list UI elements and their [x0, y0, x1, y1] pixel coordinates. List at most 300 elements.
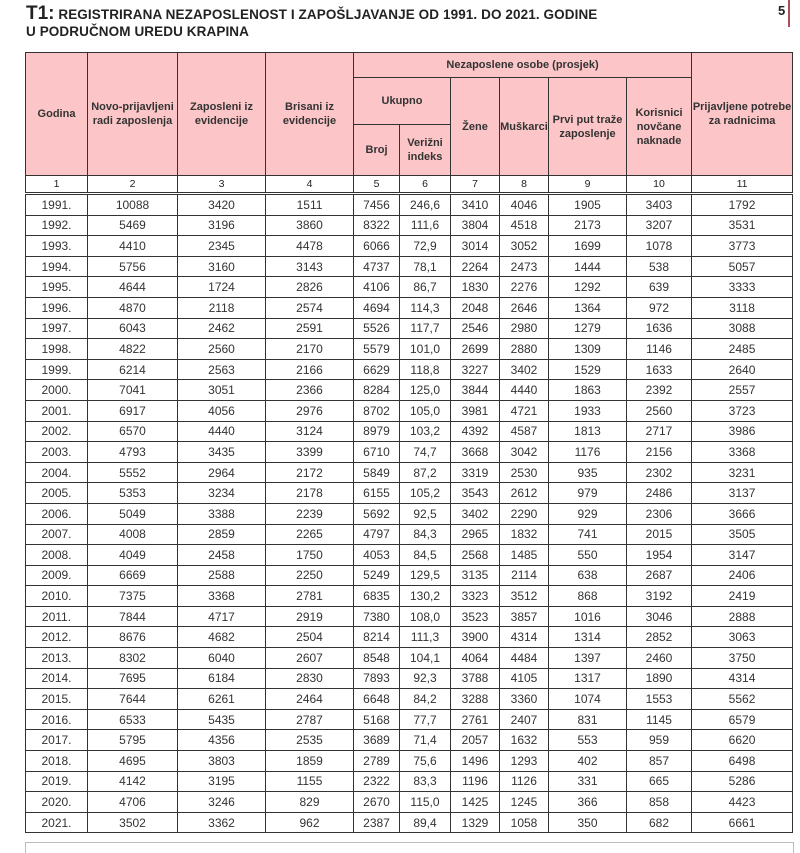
year-cell: 2015.: [26, 689, 88, 710]
data-cell: 3246: [178, 792, 266, 813]
data-cell: 2640: [692, 359, 793, 380]
page-marker-bar: [788, 0, 790, 27]
header-prvi-put: Prvi put traže zaposlenje: [549, 78, 627, 176]
data-cell: 1832: [500, 524, 549, 545]
data-cell: 6155: [354, 483, 400, 504]
data-cell: 2322: [354, 771, 400, 792]
data-cell: 3323: [451, 586, 500, 607]
data-cell: 2486: [627, 483, 692, 504]
data-cell: 4064: [451, 648, 500, 669]
data-cell: 114,3: [400, 297, 451, 318]
year-cell: 1999.: [26, 359, 88, 380]
data-cell: 4518: [500, 215, 549, 236]
data-cell: 3689: [354, 730, 400, 751]
data-cell: 84,2: [400, 689, 451, 710]
data-cell: 1511: [266, 194, 354, 216]
data-cell: 1317: [549, 668, 627, 689]
year-cell: 1998.: [26, 339, 88, 360]
data-cell: 5692: [354, 503, 400, 524]
table-row: [26, 400, 793, 421]
year-cell: 2021.: [26, 812, 88, 833]
data-cell: 6917: [88, 400, 178, 421]
data-cell: 3160: [178, 256, 266, 277]
data-cell: 3234: [178, 483, 266, 504]
data-cell: 3844: [451, 380, 500, 401]
data-cell: 108,0: [400, 606, 451, 627]
data-cell: 3051: [178, 380, 266, 401]
column-number: 8: [500, 176, 549, 194]
data-cell: 246,6: [400, 194, 451, 216]
data-cell: 6533: [88, 709, 178, 730]
data-cell: 2114: [500, 565, 549, 586]
year-cell: 1997.: [26, 318, 88, 339]
data-cell: 1529: [549, 359, 627, 380]
data-cell: 4053: [354, 545, 400, 566]
column-number: 10: [627, 176, 692, 194]
data-cell: 682: [627, 812, 692, 833]
data-cell: 101,0: [400, 339, 451, 360]
data-cell: 1699: [549, 236, 627, 257]
data-cell: 2546: [451, 318, 500, 339]
data-cell: 3042: [500, 442, 549, 463]
data-cell: 929: [549, 503, 627, 524]
data-cell: 71,4: [400, 730, 451, 751]
data-cell: 1905: [549, 194, 627, 216]
header-zene: Žene: [451, 78, 500, 176]
data-cell: 6184: [178, 668, 266, 689]
year-cell: 2019.: [26, 771, 88, 792]
data-cell: 7375: [88, 586, 178, 607]
year-cell: 2014.: [26, 668, 88, 689]
data-cell: 1078: [627, 236, 692, 257]
data-cell: 2464: [266, 689, 354, 710]
data-cell: 1292: [549, 277, 627, 298]
data-cell: 115,0: [400, 792, 451, 813]
data-cell: 3388: [178, 503, 266, 524]
header-zaposleni: Zaposleni iz evidencije: [178, 53, 266, 176]
data-cell: 4717: [178, 606, 266, 627]
data-cell: 1126: [500, 771, 549, 792]
data-cell: 3319: [451, 462, 500, 483]
data-cell: 1954: [627, 545, 692, 566]
data-cell: 2591: [266, 318, 354, 339]
year-cell: 1992.: [26, 215, 88, 236]
data-cell: 2156: [627, 442, 692, 463]
data-cell: 1724: [178, 277, 266, 298]
data-cell: 4484: [500, 648, 549, 669]
data-cell: 5552: [88, 462, 178, 483]
data-cell: 103,2: [400, 421, 451, 442]
data-cell: 3143: [266, 256, 354, 277]
data-cell: 1279: [549, 318, 627, 339]
table-row: [26, 771, 793, 792]
header-verizni-indeks: Verižni indeks: [400, 125, 451, 176]
data-cell: 5562: [692, 689, 793, 710]
table-row: [26, 730, 793, 751]
data-cell: 86,7: [400, 277, 451, 298]
data-cell: 4440: [178, 421, 266, 442]
data-cell: 2557: [692, 380, 793, 401]
column-number-row: [26, 176, 793, 194]
data-cell: 638: [549, 565, 627, 586]
year-cell: 2004.: [26, 462, 88, 483]
year-cell: 1991.: [26, 194, 88, 216]
table-row: [26, 462, 793, 483]
data-cell: 105,0: [400, 400, 451, 421]
data-cell: 111,3: [400, 627, 451, 648]
data-cell: 1633: [627, 359, 692, 380]
data-cell: 3531: [692, 215, 793, 236]
data-cell: 639: [627, 277, 692, 298]
table-row: [26, 689, 793, 710]
data-cell: 2504: [266, 627, 354, 648]
data-cell: 3227: [451, 359, 500, 380]
data-cell: 4737: [354, 256, 400, 277]
data-cell: 4478: [266, 236, 354, 257]
data-cell: 2264: [451, 256, 500, 277]
data-cell: 1309: [549, 339, 627, 360]
data-cell: 2859: [178, 524, 266, 545]
data-cell: 1329: [451, 812, 500, 833]
data-cell: 2560: [178, 339, 266, 360]
data-cell: 3543: [451, 483, 500, 504]
data-cell: 2485: [692, 339, 793, 360]
data-cell: 89,4: [400, 812, 451, 833]
data-cell: 2646: [500, 297, 549, 318]
data-cell: 77,7: [400, 709, 451, 730]
year-cell: 2011.: [26, 606, 88, 627]
data-cell: 3981: [451, 400, 500, 421]
data-cell: 6710: [354, 442, 400, 463]
table-row: [26, 524, 793, 545]
data-cell: 4410: [88, 236, 178, 257]
data-cell: 7380: [354, 606, 400, 627]
table-row: [26, 256, 793, 277]
data-cell: 4694: [354, 297, 400, 318]
year-cell: 2009.: [26, 565, 88, 586]
data-cell: 3192: [627, 586, 692, 607]
data-cell: 402: [549, 751, 627, 772]
data-cell: 3750: [692, 648, 793, 669]
data-cell: 2118: [178, 297, 266, 318]
data-cell: 3804: [451, 215, 500, 236]
data-cell: 4046: [500, 194, 549, 216]
data-cell: 6040: [178, 648, 266, 669]
data-cell: 962: [266, 812, 354, 833]
data-cell: 2419: [692, 586, 793, 607]
data-cell: 3088: [692, 318, 793, 339]
year-cell: 2020.: [26, 792, 88, 813]
data-cell: 3052: [500, 236, 549, 257]
data-cell: 4423: [692, 792, 793, 813]
data-cell: 2048: [451, 297, 500, 318]
data-cell: 4056: [178, 400, 266, 421]
data-cell: 2392: [627, 380, 692, 401]
data-cell: 3362: [178, 812, 266, 833]
data-cell: 1245: [500, 792, 549, 813]
data-cell: 5526: [354, 318, 400, 339]
data-cell: 4822: [88, 339, 178, 360]
table-row: [26, 648, 793, 669]
data-cell: 3368: [178, 586, 266, 607]
data-cell: 2980: [500, 318, 549, 339]
data-cell: 857: [627, 751, 692, 772]
data-cell: 1813: [549, 421, 627, 442]
table-row: [26, 483, 793, 504]
data-cell: 7893: [354, 668, 400, 689]
table-row: [26, 236, 793, 257]
data-cell: 2387: [354, 812, 400, 833]
data-cell: 6043: [88, 318, 178, 339]
data-cell: 1485: [500, 545, 549, 566]
data-cell: 1750: [266, 545, 354, 566]
header-ukupno: Ukupno: [354, 78, 451, 125]
data-cell: 2178: [266, 483, 354, 504]
data-cell: 3512: [500, 586, 549, 607]
data-cell: 2830: [266, 668, 354, 689]
data-cell: 959: [627, 730, 692, 751]
data-cell: 2250: [266, 565, 354, 586]
data-cell: 5469: [88, 215, 178, 236]
data-cell: 1863: [549, 380, 627, 401]
column-number: 5: [354, 176, 400, 194]
data-cell: 2170: [266, 339, 354, 360]
data-cell: 4695: [88, 751, 178, 772]
data-cell: 2781: [266, 586, 354, 607]
data-cell: 2473: [500, 256, 549, 277]
year-cell: 2018.: [26, 751, 88, 772]
data-cell: 1636: [627, 318, 692, 339]
data-cell: 7644: [88, 689, 178, 710]
header-brisani: Brisani iz evidencije: [266, 53, 354, 176]
column-number: 6: [400, 176, 451, 194]
data-cell: 6648: [354, 689, 400, 710]
data-cell: 6214: [88, 359, 178, 380]
data-cell: 4721: [500, 400, 549, 421]
data-cell: 3147: [692, 545, 793, 566]
data-cell: 4049: [88, 545, 178, 566]
data-cell: 3420: [178, 194, 266, 216]
table-row: [26, 751, 793, 772]
data-cell: 2057: [451, 730, 500, 751]
data-cell: 5353: [88, 483, 178, 504]
data-cell: 6669: [88, 565, 178, 586]
data-cell: 78,1: [400, 256, 451, 277]
data-cell: 331: [549, 771, 627, 792]
header-prijavljene-potrebe: Prijavljene potrebe za radnicima: [692, 53, 793, 176]
data-cell: 2366: [266, 380, 354, 401]
data-cell: 1146: [627, 339, 692, 360]
data-cell: 2607: [266, 648, 354, 669]
unemployment-table: [25, 52, 793, 833]
data-cell: 130,2: [400, 586, 451, 607]
data-cell: 6261: [178, 689, 266, 710]
data-cell: 5049: [88, 503, 178, 524]
data-cell: 2976: [266, 400, 354, 421]
data-cell: 3773: [692, 236, 793, 257]
data-cell: 1397: [549, 648, 627, 669]
title-line-1: REGISTRIRANA NEZAPOSLENOST I ZAPOŠLJAVANJE OD 1991. DO 2021. GODINE: [54, 7, 598, 22]
table-row: [26, 606, 793, 627]
data-cell: 2761: [451, 709, 500, 730]
year-cell: 2006.: [26, 503, 88, 524]
data-cell: 7695: [88, 668, 178, 689]
data-cell: 3523: [451, 606, 500, 627]
data-cell: 5579: [354, 339, 400, 360]
table-row: [26, 194, 793, 216]
data-cell: 4644: [88, 277, 178, 298]
data-cell: 5435: [178, 709, 266, 730]
data-cell: 6835: [354, 586, 400, 607]
data-cell: 553: [549, 730, 627, 751]
header-muskarci: Muškarci: [500, 78, 549, 176]
year-cell: 2003.: [26, 442, 88, 463]
data-cell: 4587: [500, 421, 549, 442]
table-row: [26, 627, 793, 648]
data-cell: 4356: [178, 730, 266, 751]
data-cell: 2166: [266, 359, 354, 380]
data-cell: 2015: [627, 524, 692, 545]
data-cell: 2535: [266, 730, 354, 751]
data-cell: 105,2: [400, 483, 451, 504]
data-cell: 4008: [88, 524, 178, 545]
data-cell: 84,5: [400, 545, 451, 566]
data-cell: 2172: [266, 462, 354, 483]
data-cell: 1016: [549, 606, 627, 627]
data-cell: 10088: [88, 194, 178, 216]
header-broj: Broj: [354, 125, 400, 176]
data-cell: 4392: [451, 421, 500, 442]
year-cell: 2002.: [26, 421, 88, 442]
data-cell: 87,2: [400, 462, 451, 483]
year-cell: 2001.: [26, 400, 88, 421]
data-cell: 117,7: [400, 318, 451, 339]
data-cell: 2687: [627, 565, 692, 586]
header-nezaposlene-osobe: Nezaposlene osobe (prosjek): [354, 53, 692, 78]
data-cell: 84,3: [400, 524, 451, 545]
data-cell: 1933: [549, 400, 627, 421]
data-cell: 2612: [500, 483, 549, 504]
data-cell: 3666: [692, 503, 793, 524]
data-cell: 3137: [692, 483, 793, 504]
data-cell: 6579: [692, 709, 793, 730]
data-cell: 2345: [178, 236, 266, 257]
table-row: [26, 339, 793, 360]
data-cell: 2588: [178, 565, 266, 586]
year-cell: 2005.: [26, 483, 88, 504]
year-cell: 1996.: [26, 297, 88, 318]
data-cell: 868: [549, 586, 627, 607]
data-cell: 4682: [178, 627, 266, 648]
table-row: [26, 359, 793, 380]
data-cell: 72,9: [400, 236, 451, 257]
table-row: [26, 421, 793, 442]
data-cell: 2265: [266, 524, 354, 545]
data-cell: 2919: [266, 606, 354, 627]
table-row: [26, 565, 793, 586]
data-cell: 3288: [451, 689, 500, 710]
title-line-2: U PODRUČNOM UREDU KRAPINA: [26, 24, 250, 39]
data-cell: 75,6: [400, 751, 451, 772]
data-cell: 1155: [266, 771, 354, 792]
data-cell: 5286: [692, 771, 793, 792]
data-cell: 7041: [88, 380, 178, 401]
column-number: 9: [549, 176, 627, 194]
data-cell: 129,5: [400, 565, 451, 586]
data-cell: 2852: [627, 627, 692, 648]
data-cell: 3368: [692, 442, 793, 463]
data-cell: 83,3: [400, 771, 451, 792]
data-cell: 5756: [88, 256, 178, 277]
data-cell: 8284: [354, 380, 400, 401]
table-row: [26, 709, 793, 730]
data-cell: 8214: [354, 627, 400, 648]
year-cell: 2000.: [26, 380, 88, 401]
data-cell: 6620: [692, 730, 793, 751]
year-cell: 2012.: [26, 627, 88, 648]
table-row: [26, 277, 793, 298]
data-cell: 2880: [500, 339, 549, 360]
table-row: [26, 380, 793, 401]
table-title: [26, 5, 597, 40]
data-cell: 6661: [692, 812, 793, 833]
column-number: 11: [692, 176, 793, 194]
data-cell: 5168: [354, 709, 400, 730]
data-cell: 6629: [354, 359, 400, 380]
data-cell: 3231: [692, 462, 793, 483]
data-cell: 118,8: [400, 359, 451, 380]
data-cell: 538: [627, 256, 692, 277]
data-cell: 2276: [500, 277, 549, 298]
data-cell: 8302: [88, 648, 178, 669]
data-cell: 3333: [692, 277, 793, 298]
year-cell: 1993.: [26, 236, 88, 257]
data-cell: 3723: [692, 400, 793, 421]
data-cell: 1859: [266, 751, 354, 772]
page-number: 5: [778, 3, 786, 18]
data-cell: 2826: [266, 277, 354, 298]
year-cell: 2017.: [26, 730, 88, 751]
data-cell: 5057: [692, 256, 793, 277]
year-cell: 1995.: [26, 277, 88, 298]
header-novoprijavljeni: Novo-prijavljeni radi zaposlenja: [88, 53, 178, 176]
data-cell: 2530: [500, 462, 549, 483]
data-cell: 2302: [627, 462, 692, 483]
data-cell: 3046: [627, 606, 692, 627]
data-cell: 4797: [354, 524, 400, 545]
data-cell: 829: [266, 792, 354, 813]
year-cell: 2016.: [26, 709, 88, 730]
header-godina: Godina: [26, 53, 88, 176]
data-cell: 8702: [354, 400, 400, 421]
column-number: 2: [88, 176, 178, 194]
data-cell: 6570: [88, 421, 178, 442]
data-cell: 4106: [354, 277, 400, 298]
data-cell: 2458: [178, 545, 266, 566]
column-number: 7: [451, 176, 500, 194]
year-cell: 2007.: [26, 524, 88, 545]
table-row: [26, 442, 793, 463]
table-row: [26, 545, 793, 566]
data-cell: 2670: [354, 792, 400, 813]
data-cell: 3124: [266, 421, 354, 442]
data-cell: 2407: [500, 709, 549, 730]
data-cell: 92,5: [400, 503, 451, 524]
data-cell: 1444: [549, 256, 627, 277]
data-cell: 6066: [354, 236, 400, 257]
data-cell: 74,7: [400, 442, 451, 463]
data-cell: 2560: [627, 400, 692, 421]
